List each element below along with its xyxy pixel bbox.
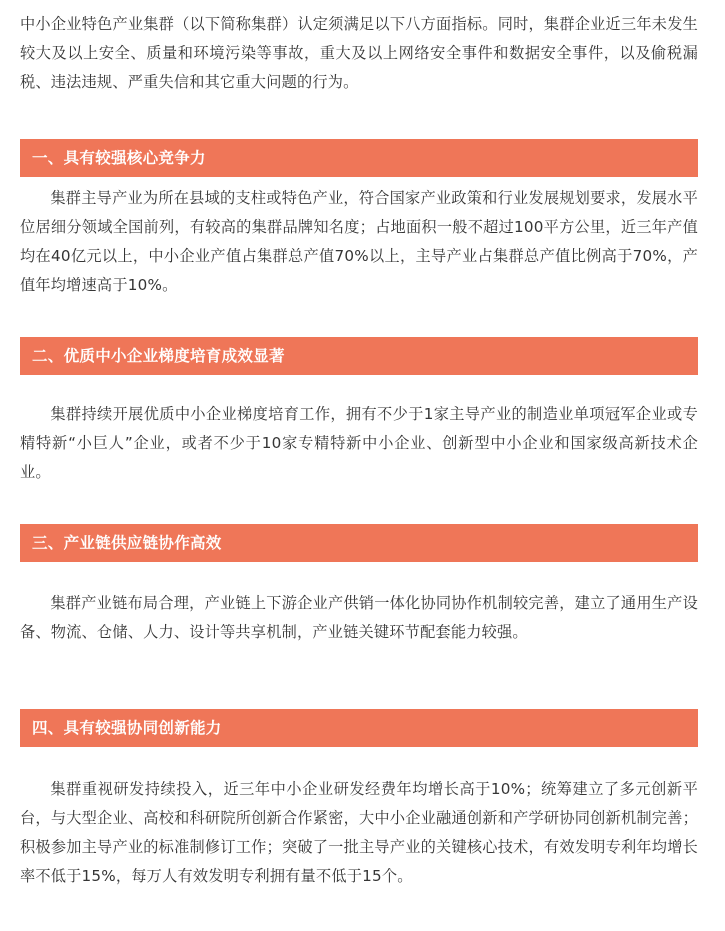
intro-paragraph: 中小企业特色产业集群（以下简称集群）认定须满足以下八方面指标。同时，集群企业近三年未发生较大及以上安全、质量和环境污染等事故，重大及以上网络安全事件和数据安全事件，以及偷税漏税、违法违规、严重失信和其它重大问题的行为。 bbox=[20, 15, 698, 91]
section-4-body: 集群重视研发持续投入，近三年中小企业研发经费年均增长高于10%；统筹建立了多元创新平台，与大型企业、高校和科研院所创新合作紧密，大中小企业融通创新和产学研协同创新机制完善；积极参加主导产业的标准制修订工作；突破了一批主导产业的关键核心技术，有效发明专利年均增长率不低于15%，每万人有效发明专利拥有量不低于15个。 bbox=[20, 780, 698, 885]
section-2-heading: 二、优质中小企业梯度培育成效显著 bbox=[20, 337, 698, 375]
section-3-heading: 三、产业链供应链协作高效 bbox=[20, 524, 698, 562]
section-4-heading: 四、具有较强协同创新能力 bbox=[20, 709, 698, 747]
section-1-heading: 一、具有较强核心竞争力 bbox=[20, 139, 698, 177]
section-1-body: 集群主导产业为所在县域的支柱或特色产业，符合国家产业政策和行业发展规划要求，发展水平位居细分领域全国前列，有较高的集群品牌知名度；占地面积一般不超过100平方公里，近三年产值均在40亿元以上，中小企业产值占集群总产值70%以上，主导产业占集群总产值比例高于70%，产值年均增速高于10%。 bbox=[20, 189, 698, 294]
section-2-body: 集群持续开展优质中小企业梯度培育工作，拥有不少于1家主导产业的制造业单项冠军企业或专精特新“小巨人”企业，或者不少于10家专精特新中小企业、创新型中小企业和国家级高新技术企业。 bbox=[20, 405, 698, 481]
section-3-body: 集群产业链布局合理，产业链上下游企业产供销一体化协同协作机制较完善，建立了通用生产设备、物流、仓储、人力、设计等共享机制，产业链关键环节配套能力较强。 bbox=[20, 594, 698, 641]
